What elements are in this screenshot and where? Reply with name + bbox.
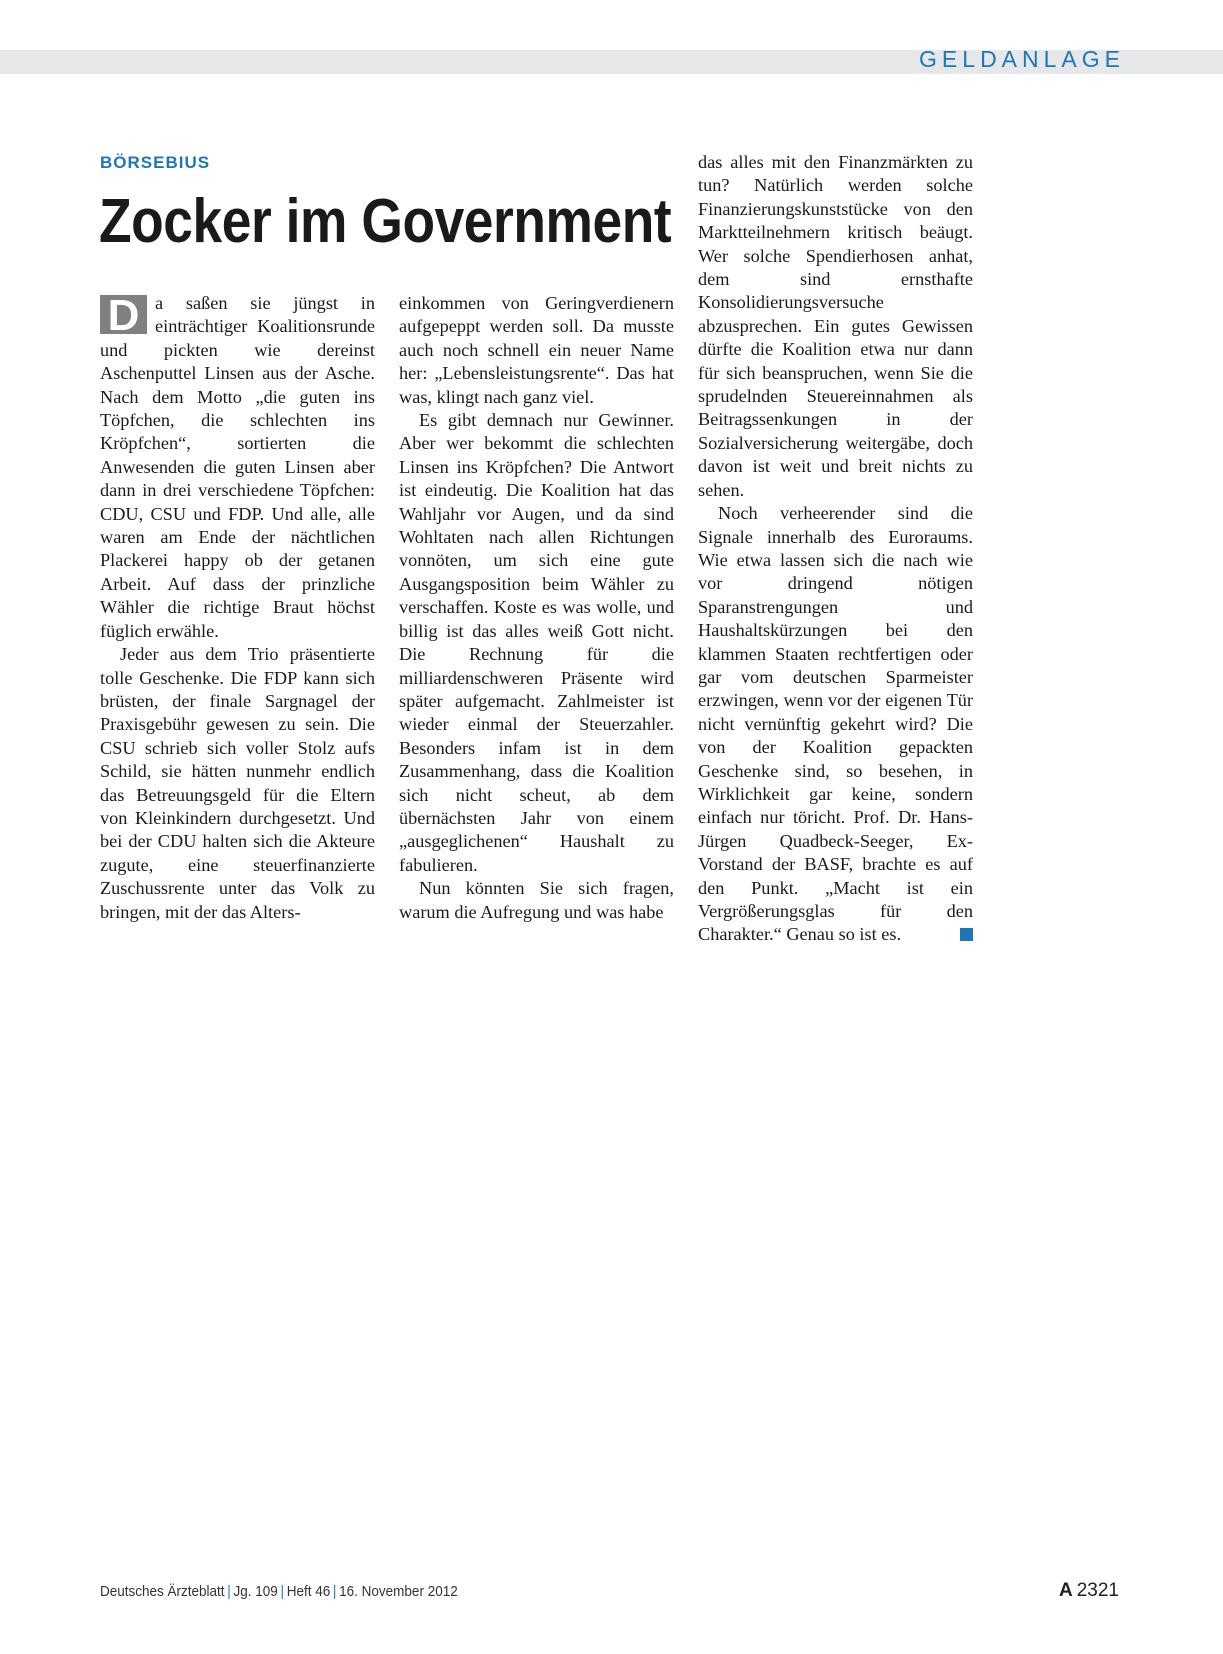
page-number <box>1059 1580 1119 1602</box>
journal-name: Deutsches Ärzteblatt <box>100 1583 225 1600</box>
paragraph: Nun könnten Sie sich fragen, warum die Aufregung und was habe <box>399 878 674 922</box>
journal-date: 16. November 2012 <box>339 1583 458 1600</box>
paragraph-text: Noch verheerender sind die Signale innerhalb des Euroraums. Wie etwa lassen sich die nach wie vor dringend nötigen Sparanstrengungen und Haushaltskürzungen bei den klammen Staaten rechtfertigen oder gar vom deutschen Sparmeister erzwingen, wenn vor der eigenen Tür nicht vernünftig gekehrt wird? Die von der Koalition gepackten Geschenke sind, so besehen, in Wirklichkeit gar keine, sondern einfach nur töricht. Prof. Dr. Hans-Jürgen Quadbeck-Seeger, Ex-Vorstand der BASF, brachte es auf den Punkt. „Macht ist ein Vergrößerungsglas für den Charakter.“ Genau so ist es. <box>698 503 973 945</box>
journal-volume: Jg. 109 <box>233 1583 278 1600</box>
page-number-value: 2321 <box>1076 1580 1119 1601</box>
paragraph <box>698 502 973 947</box>
paragraph-text: a saßen sie jüngst in einträchtiger Koalitionsrunde und pickten wie dereinst Aschenputtel Linsen aus der Asche. Nach dem Motto „die guten ins Töpfchen, die schlechten ins Kröpfchen“, sortierten die Anwesenden die guten Linsen aber dann in drei verschiedene Töpfchen: CDU, CSU und FDP. Und alle, alle waren am Ende der nächtlichen Plackerei happy ob der getanen Arbeit. Auf dass der prinzliche Wähler die richtige Braut höchst füglich erwähle. <box>100 293 375 641</box>
paragraph: einkommen von Geringverdienern aufgepeppt werden soll. Da musste auch noch schnell ein neuer Name her: „Lebensleistungsrente“. Das hat was, klingt nach ganz viel. <box>399 293 674 407</box>
article-column-2 <box>399 292 674 924</box>
paragraph: Es gibt demnach nur Gewinner. Aber wer bekommt die schlechten Linsen ins Kröpfchen? Die Antwort ist eindeutig. Die Koalition hat das Wahljahr vor Augen, und da sind Wohltaten nach allen Richtungen vonnöten, um sich eine gute Ausgangsposition beim Wähler zu verschaffen. Koste es was wolle, und billig ist das alles weiß Gott nicht. Die Rechnung für die milliardenschweren Präsente wird später aufgemacht. Zahlmeister ist wieder einmal der Steuerzahler. Besonders infam ist in dem Zusammenhang, dass die Koalition sich nicht scheut, ab dem übernächsten Jahr von einem „ausgeglichenen“ Haushalt zu fabulieren. <box>399 410 674 875</box>
divider: | <box>280 1583 284 1600</box>
article-kicker: BÖRSEBIUS <box>100 153 211 172</box>
section-label: GELDANLAGE <box>919 46 1125 72</box>
page-prefix: A <box>1058 1580 1073 1601</box>
article-column-3 <box>698 151 973 947</box>
paragraph: das alles mit den Finanzmärkten zu tun? Natürlich werden solche Finanzierungskunststücke von den Marktteilnehmern kritisch beäugt. Wer solche Spendierhosen anhat, dem sind ernsthafte Konsolidierungsversuche abzusprechen. Ein gutes Gewissen dürfte die Koalition etwa nur dann für sich beanspruchen, wenn Sie die sprudelnden Steuereinnahmen als Beitragssenkungen in der Sozialversicherung weitergäbe, doch davon ist weit und breit nichts zu sehen. <box>698 152 973 500</box>
article-title: Zocker im Government <box>99 187 672 256</box>
drop-cap: D <box>100 295 147 334</box>
divider: | <box>227 1583 231 1600</box>
paragraph: Jeder aus dem Trio präsentierte tolle Geschenke. Die FDP kann sich brüsten, der finale Sargnagel der Praxisgebühr gewesen zu sein. Die CSU schrieb sich voller Stolz aufs Schild, sie hätten nunmehr endlich das Betreuungsgeld für die Eltern von Kleinkindern durchgesetzt. Und bei der CDU halten sich die Akteure zugute, eine steuerfinanzierte Zuschussrente unter das Volk zu bringen, mit der das Alters- <box>100 644 375 922</box>
paragraph <box>100 292 375 643</box>
journal-issue: Heft 46 <box>286 1583 331 1600</box>
footer-citation <box>100 1583 458 1600</box>
end-mark-icon <box>960 928 973 941</box>
divider: | <box>332 1583 337 1600</box>
article-column-1 <box>100 292 375 924</box>
